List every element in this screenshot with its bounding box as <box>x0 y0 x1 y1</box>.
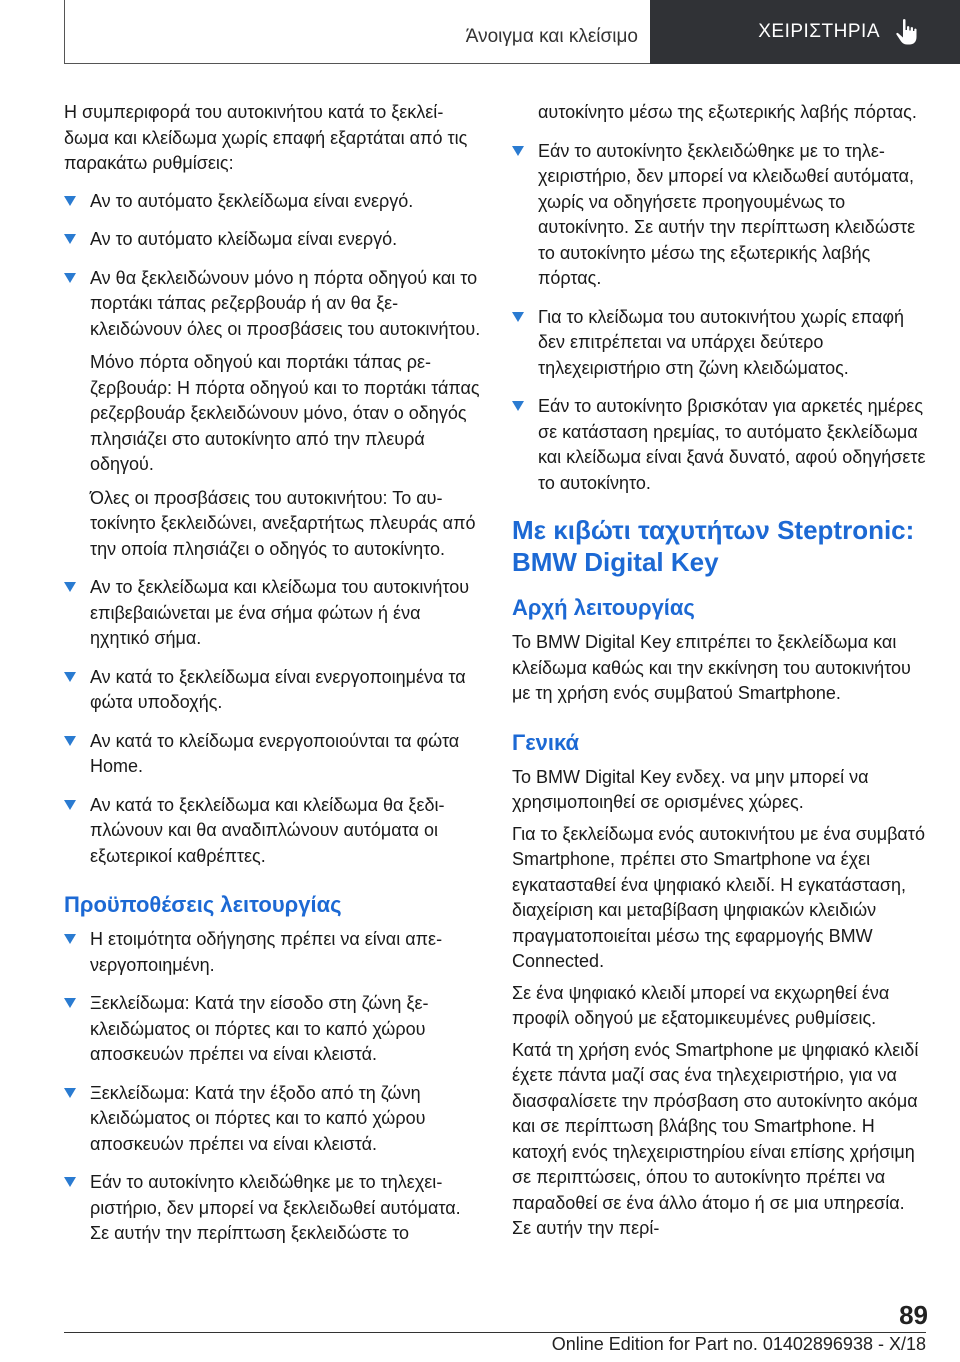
bullet-triangle-icon <box>64 934 76 944</box>
page-header <box>0 0 960 66</box>
continuation-text: αυτοκίνητο μέσω της εξωτερικής λαβής πόρτας. <box>538 102 917 122</box>
chapter-tab[interactable] <box>650 0 960 64</box>
chapter-heading: Με κιβώτι ταχυτήτων Steptronic: BMW Digital Key <box>512 515 915 577</box>
list-item: Εάν το αυτοκίνητο ξεκλειδώθηκε με το τηλεχειριστήριο, δεν μπορεί να κλειδωθεί αυτόματα, χωρίς να οδηγήσετε προηγουμένως το αυτοκίνητο. Σε αυτήν την περίπτωση κλειδώστε το αυτοκίνητο μέσω της εξωτερικής λαβής πόρτας. <box>512 139 928 292</box>
list-item: Αν κατά το κλείδωμα ενεργοποιούνται τα φώτα Home. <box>64 729 482 780</box>
list-item: Αν κατά το ξεκλείδωμα και κλείδωμα θα ξεδιπλώνουν και θα αναδιπλώνουν αυτόματα οι εξωτερικοί καθρέπτες. <box>64 793 482 870</box>
general-paragraph: Σε ένα ψηφιακό κλειδί μπορεί να εκχωρηθεί ένα προφίλ οδηγού με εξατομικευμένες ρυθμίσεις. <box>512 982 890 1028</box>
right-column <box>512 100 928 1248</box>
bullet-triangle-icon <box>64 196 76 206</box>
section-title: Άνοιγμα και κλείσιμο <box>465 26 638 47</box>
list-item: Για το κλείδωμα του αυτοκινήτου χωρίς επαφή δεν επιτρέπεται να υπάρχει δεύτερο τηλεχειριστήριο στη ζώνη κλειδώματος. <box>512 305 928 382</box>
bullet-triangle-icon <box>512 401 524 411</box>
bullet-triangle-icon <box>64 998 76 1008</box>
section-heading: Αρχή λειτουργίας <box>512 595 695 620</box>
intro-paragraph: Η συμπεριφορά του αυτοκινήτου κατά το ξεκλείδωμα και κλείδωμα χωρίς επαφή εξαρτάται από τις παρακάτω ρυθμίσεις: <box>64 102 468 173</box>
list-item: Ξεκλείδωμα: Κατά την έξοδο από τη ζώνη κλειδώματος οι πόρτες και το καπό χώρου αποσκευών πρέπει να είναι κλειστά. <box>64 1081 482 1158</box>
list-item: Εάν το αυτοκίνητο κλειδώθηκε με το τηλεχειριστήριο, δεν μπορεί να ξεκλειδωθεί αυτόματα. Σε αυτήν την περίπτωση ξεκλειδώστε το <box>64 1170 482 1247</box>
section-heading: Γενικά <box>512 729 580 755</box>
section-heading: Προϋποθέσεις λειτουργίας <box>64 892 342 917</box>
general-paragraph: Για το ξεκλείδωμα ενός αυτοκινήτου με ένα συμβατό Smartphone, πρέπει στο Smartphone να έχει εγκατασταθεί ένα ψηφιακό κλειδί. Η εγκατάσταση, διαχείριση και μεταβίβαση ψηφιακών κλειδιών πραγματοποιείται μέσω της εφαρμογής BMW Connected. <box>512 823 925 971</box>
list-item: Αν το ξεκλείδωμα και κλείδωμα του αυτοκινήτου επιβεβαιώνεται με ένα σήμα φώτων ή ένα ηχητικό σήμα. <box>64 575 482 652</box>
bullet-triangle-icon <box>64 273 76 283</box>
bullet-triangle-icon <box>64 582 76 592</box>
list-item: Αν το αυτόματο ξεκλείδωμα είναι ενεργό. <box>64 189 482 215</box>
list-item: Ξεκλείδωμα: Κατά την είσοδο στη ζώνη ξεκλειδώματος οι πόρτες και το καπό χώρου αποσκευών πρέπει να είναι κλειστά. <box>64 991 482 1068</box>
list-item: Εάν το αυτοκίνητο βρισκόταν για αρκετές ημέρες σε κατάσταση ηρεμίας, το αυτόματο ξεκλείδωμα και κλείδωμα είναι ξανά δυνατό, αφού οδηγήσετε το αυτοκίνητο. <box>512 394 928 496</box>
left-column <box>64 100 482 1260</box>
principle-paragraph: Το BMW Digital Key επιτρέπει το ξεκλείδωμα και κλείδωμα καθώς και την εκκίνηση του αυτοκινήτου με τη χρήση ενός συμβατού Smartphone. <box>512 632 911 703</box>
list-item: Η ετοιμότητα οδήγησης πρέπει να είναι απενεργοποιημένη. <box>64 927 482 978</box>
general-paragraph: Το BMW Digital Key ενδεχ. να μην μπορεί να χρησιμοποιηθεί σε ορισμένες χώρες. <box>512 766 869 812</box>
bullet-triangle-icon <box>512 312 524 322</box>
bullet-triangle-icon <box>512 146 524 156</box>
chapter-tab-label: ΧΕΙΡΙΣΤΗΡΙΑ <box>758 21 880 42</box>
bullet-triangle-icon <box>64 736 76 746</box>
sub-paragraph: Μόνο πόρτα οδηγού και πορτάκι τάπας ρεζερβουάρ: Η πόρτα οδηγού και το πορτάκι τάπας ρεζερβουάρ ξεκλειδώνουν μόνο, όταν ο οδηγός πλησιάζει στο αυτοκίνητο από την πλευρά οδηγού. <box>90 352 480 474</box>
footer-divider <box>64 1332 926 1333</box>
requirements-list <box>64 927 482 1247</box>
list-item: Αν θα ξεκλειδώνουν μόνο η πόρτα οδηγού και το πορτάκι τάπας ρεζερβουάρ ή αν θα ξεκλειδώνουν όλες οι προσβάσεις του αυτοκινήτου. Μόνο πόρτα οδηγού και πορτάκι τάπας ρεζερβουάρ: Η πόρτα οδηγού και το πορτάκι τάπας ρεζερβουάρ ξεκλειδώνουν μόνο, όταν ο οδηγός πλησιάζει στο αυτοκίνητο από την πλευρά οδηγού. Όλες οι προσβάσεις του αυτοκινήτου: Το αυτοκίνητο ξεκλειδώνει, ανεξαρτήτως πλευράς από την οποία πλησιάζει ο οδηγός το αυτοκίνητο. <box>64 266 482 563</box>
header-divider-horizontal <box>64 63 650 64</box>
requirements-list-continued <box>512 139 928 497</box>
bullet-triangle-icon <box>64 1088 76 1098</box>
list-item: Αν κατά το ξεκλείδωμα είναι ενεργοποιημένα τα φώτα υποδοχής. <box>64 665 482 716</box>
bullet-triangle-icon <box>64 672 76 682</box>
bullet-triangle-icon <box>64 234 76 244</box>
sub-paragraph: Όλες οι προσβάσεις του αυτοκινήτου: Το αυτοκίνητο ξεκλειδώνει, ανεξαρτήτως πλευράς από την οποία πλησιάζει ο οδηγός το αυτοκίνητο. <box>90 487 476 559</box>
list-item: Αν το αυτόματο κλείδωμα είναι ενεργό. <box>64 227 482 253</box>
general-paragraph: Κατά τη χρήση ενός Smartphone με ψηφιακό κλειδί έχετε πάντα μαζί σας ένα τηλεχειριστήριο, για να διασφαλίσετε την πρόσβαση στο αυτοκίνητο ακόμα και σε περίπτωση βλάβης του Smartphone. Η κατοχή ενός τηλεχειριστηρίου είναι επίσης χρήσιμη σε περιπτώσεις, όπου το αυτοκίνητο πρέπει να παραδοθεί σε ένα άλλο άτομο ή σε μια υπηρεσία. Σε αυτήν την περί- <box>512 1039 919 1238</box>
hand-pointer-icon <box>894 18 920 46</box>
bullet-triangle-icon <box>64 1177 76 1187</box>
edition-footer: Online Edition for Part no. 01402896938 - X/18 <box>551 1334 926 1354</box>
bullet-triangle-icon <box>64 800 76 810</box>
settings-list <box>64 189 482 870</box>
page-number: 89 <box>899 1300 928 1330</box>
